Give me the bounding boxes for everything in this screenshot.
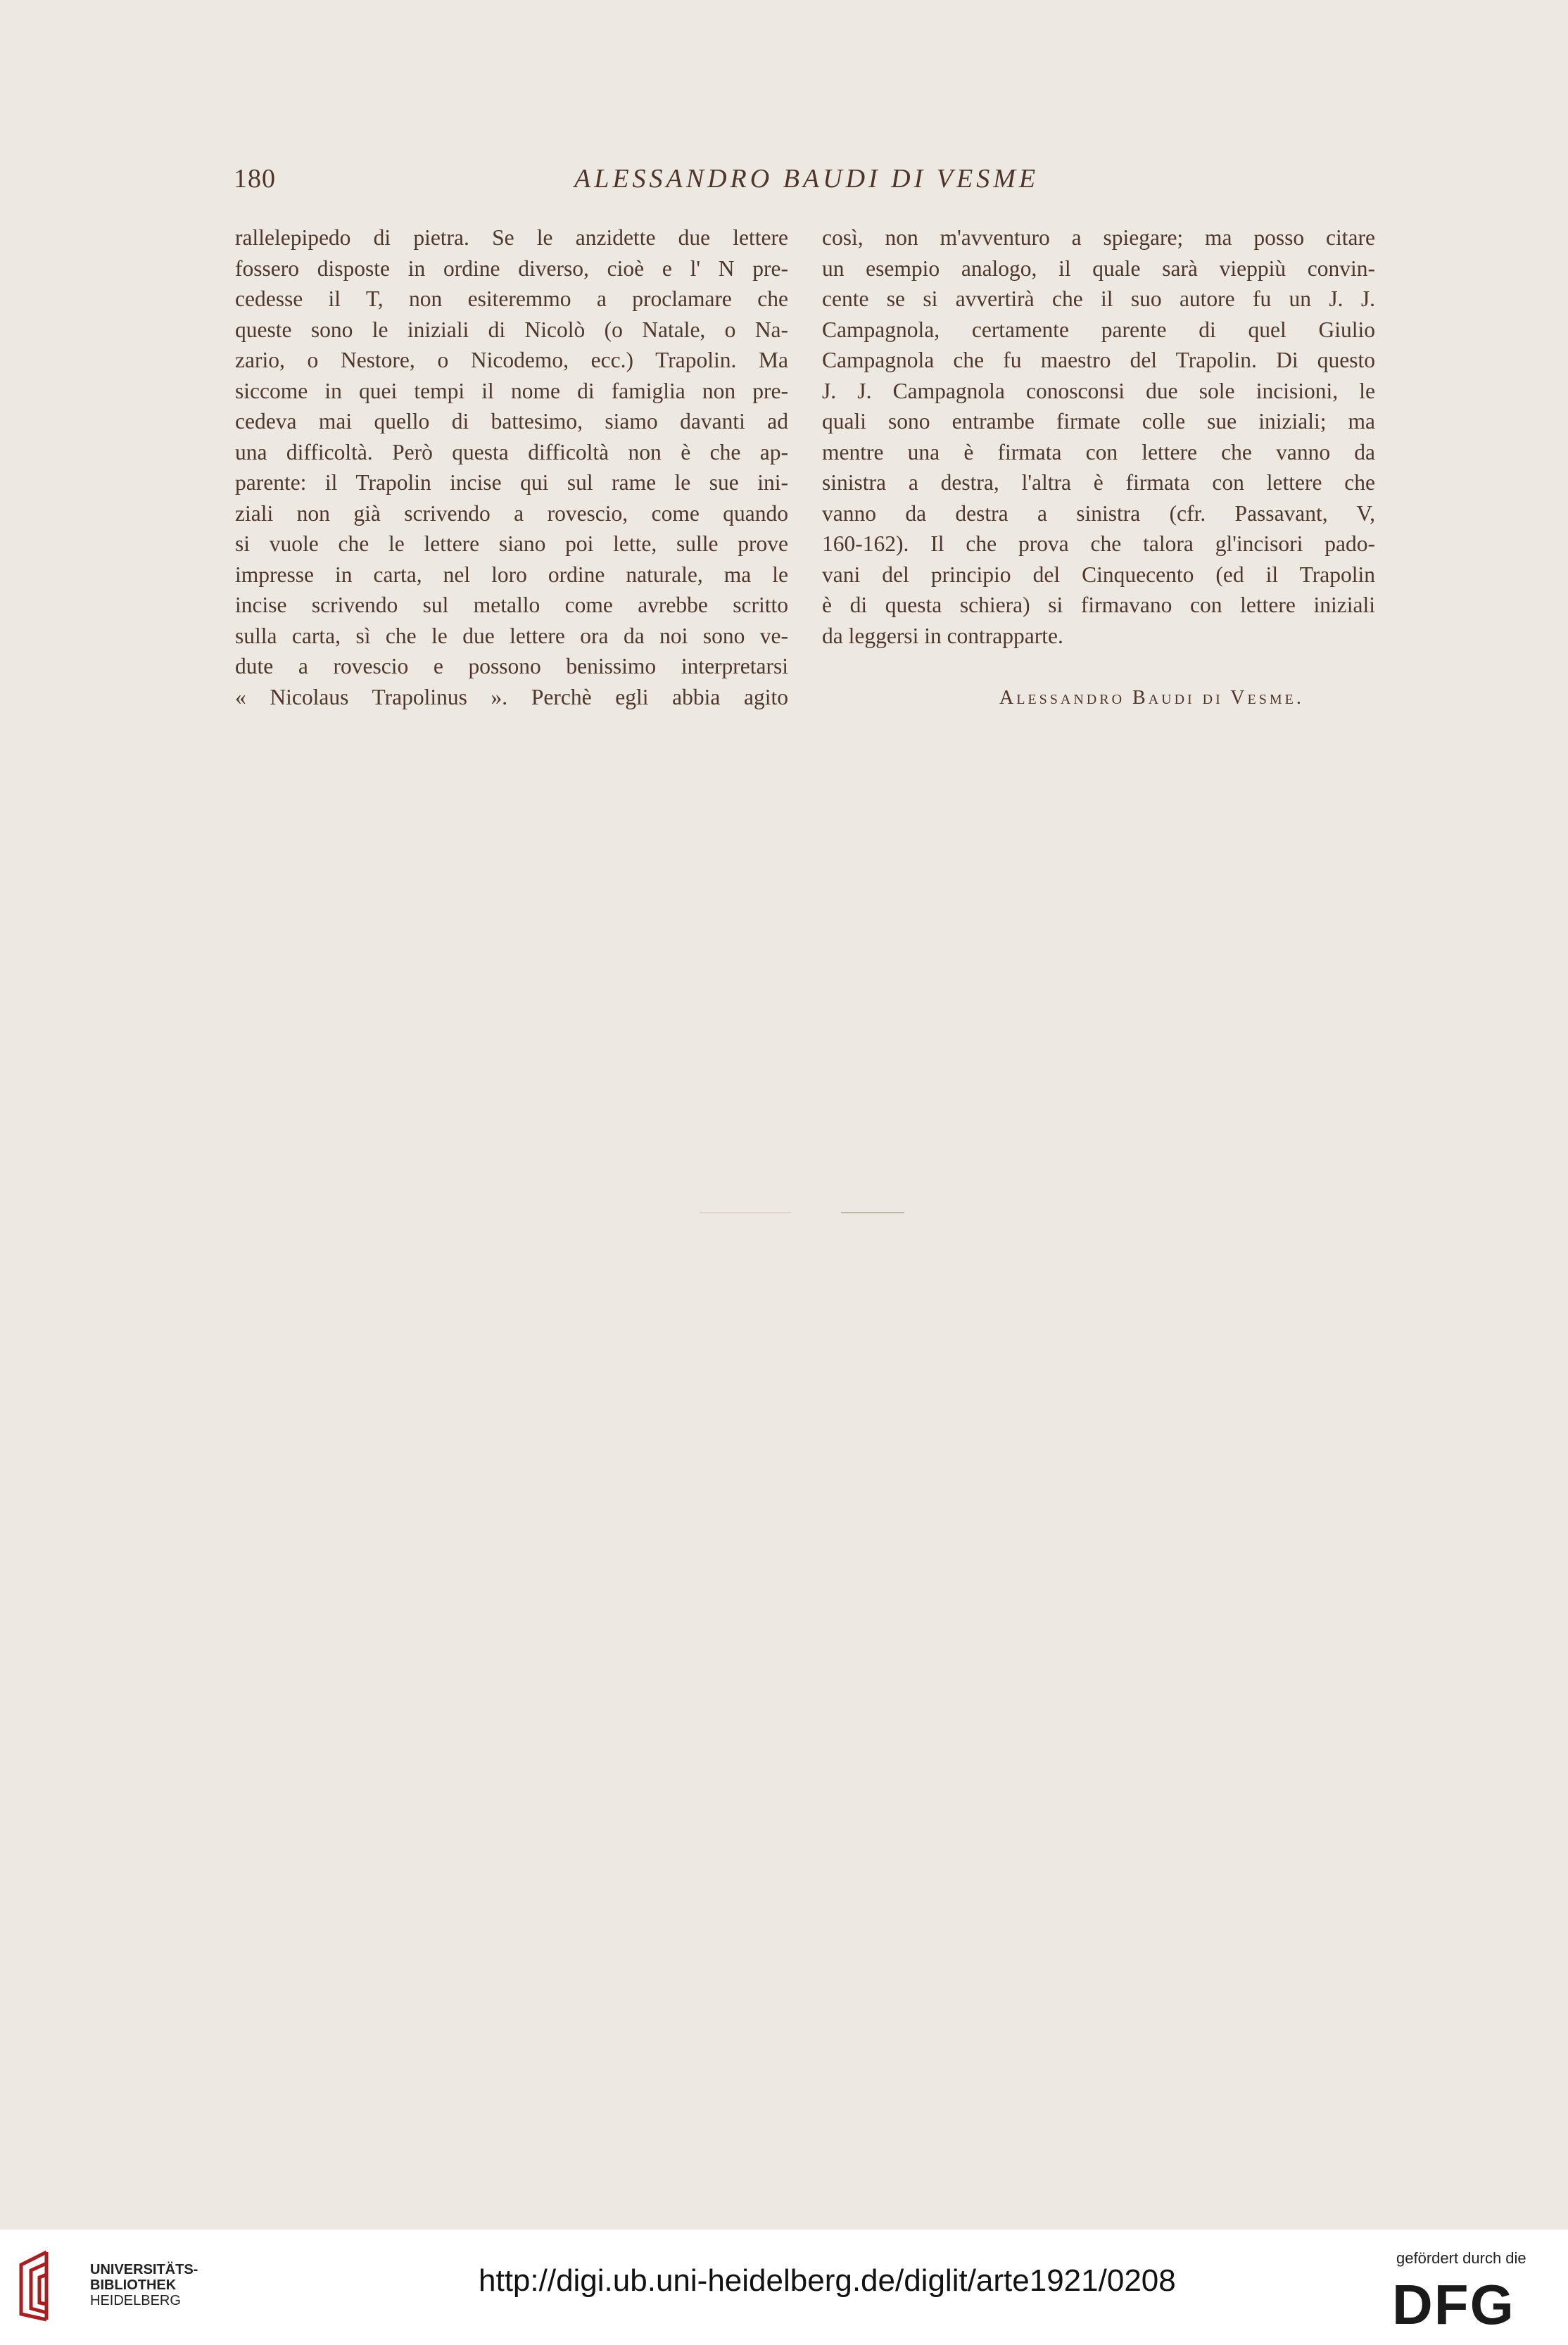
text-line: sinistra a destra, l'altra è firmata con lettere che: [822, 470, 1375, 495]
text-line: mentre una è firmata con lettere che vanno da: [822, 439, 1375, 464]
university-library-logo-icon: [15, 2249, 77, 2322]
author-signature: Alessandro Baudi di Vesme.: [999, 687, 1304, 709]
page-number: 180: [234, 164, 276, 194]
text-line: fossero disposte in ordine diverso, cioè e l' N pre-: [235, 255, 788, 281]
text-line: impresse in carta, nel loro ordine naturale, ma le: [235, 562, 788, 587]
library-name-line: UNIVERSITÄTS-: [90, 2262, 198, 2277]
text-line: 160-162). Il che prova che talora gl'incisori pado-: [822, 531, 1375, 556]
funding-label: gefördert durch die: [1396, 2249, 1526, 2267]
section-divider: [841, 1212, 904, 1213]
text-line: J. J. Campagnola conosconsi due sole incisioni, le: [822, 378, 1375, 403]
text-line: sulla carta, sì che le due lettere ora da noi sono ve-: [235, 623, 788, 648]
dfg-logo-icon: [1392, 2276, 1547, 2330]
text-line: incise scrivendo sul metallo come avrebbe scritto: [235, 593, 788, 617]
text-line: siccome in quei tempi il nome di famiglia non pre-: [235, 378, 788, 403]
text-line: Campagnola che fu maestro del Trapolin. Di questo: [822, 348, 1375, 372]
section-divider: [700, 1212, 791, 1213]
text-line: cedeva mai quello di battesimo, siamo davanti ad: [235, 409, 788, 434]
svg-text:DFG: DFG: [1392, 2276, 1515, 2330]
text-line: una difficoltà. Però questa difficoltà non è che ap-: [235, 439, 788, 464]
text-line: queste sono le iniziali di Nicolò (o Natale, o Na-: [235, 317, 788, 342]
text-line: vanno da destra a sinistra (cfr. Passavant, V,: [822, 500, 1375, 526]
digitization-footer: [0, 2230, 1568, 2345]
right-text-column: [822, 222, 1375, 651]
text-line: un esempio analogo, il quale sarà vieppiù convin-: [822, 255, 1375, 281]
permalink-url[interactable]: http://digi.ub.uni-heidelberg.de/diglit/arte1921/0208: [479, 2263, 1176, 2298]
text-line: zario, o Nestore, o Nicodemo, ecc.) Trapolin. Ma: [235, 348, 788, 372]
left-text-column: [235, 222, 788, 712]
text-line: parente: il Trapolin incise qui sul rame le sue ini-: [235, 470, 788, 495]
text-line: rallelepipedo di pietra. Se le anzidette due lettere: [235, 225, 788, 250]
text-line: cente se si avvertirà che il suo autore fu un J. J.: [822, 286, 1375, 311]
text-line: « Nicolaus Trapolinus ». Perchè egli abbia agito: [235, 684, 788, 709]
text-line: vani del principio del Cinquecento (ed il Trapolin: [822, 562, 1375, 587]
text-line: da leggersi in contrapparte.: [822, 623, 1063, 648]
text-line: cedesse il T, non esiteremmo a proclamare che: [235, 286, 788, 311]
text-line: quali sono entrambe firmate colle sue iniziali; ma: [822, 409, 1375, 434]
text-line: così, non m'avventuro a spiegare; ma posso citare: [822, 225, 1375, 250]
text-line: ziali non già scrivendo a rovescio, come quando: [235, 500, 788, 526]
library-name-line: BIBLIOTHEK: [90, 2277, 177, 2293]
text-line: è di questa schiera) si firmavano con lettere iniziali: [822, 593, 1375, 617]
text-line: Campagnola, certamente parente di quel Giulio: [822, 317, 1375, 342]
running-head: ALESSANDRO BAUDI DI VESME: [574, 164, 1039, 194]
text-line: dute a rovescio e possono benissimo interpretarsi: [235, 654, 788, 678]
page-header: [234, 163, 1042, 206]
library-name: [90, 2262, 198, 2308]
text-line: si vuole che le lettere siano poi lette, sulle prove: [235, 531, 788, 556]
library-name-line: HEIDELBERG: [90, 2293, 181, 2308]
